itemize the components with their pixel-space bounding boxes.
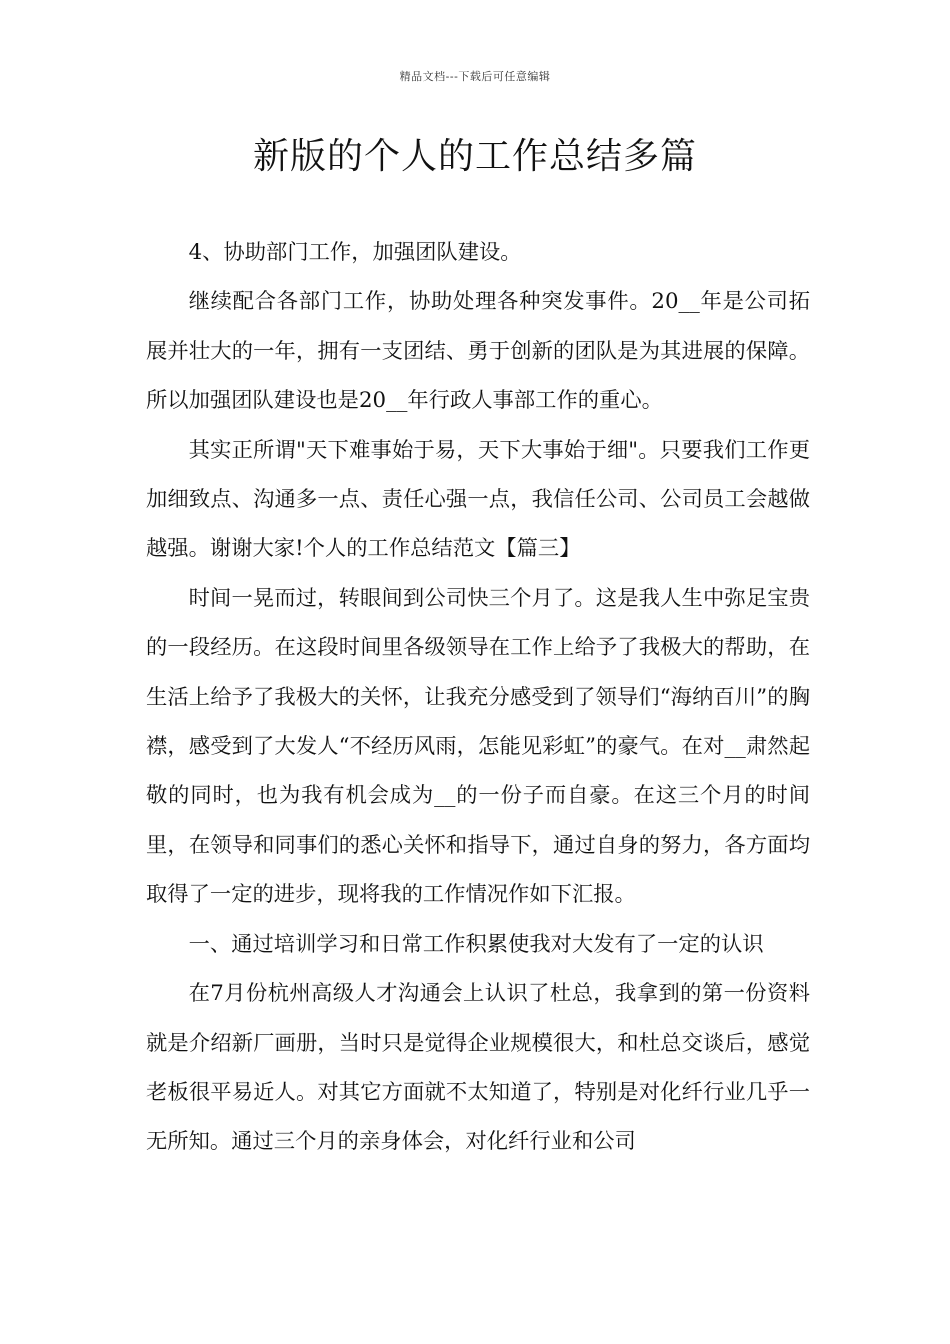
- document-body: [146, 228, 810, 1167]
- page-header-note: 精品文档---下载后可任意编辑: [399, 70, 551, 83]
- paragraph-hangzhou-meeting: 在7月份杭州高级人才沟通会上认识了杜总，我拿到的第一份资料就是介绍新厂画册，当时只是觉得企业规模很大，和杜总交谈后，感觉老板很平易近人。对其它方面就不太知道了，特别是对化纤行业几乎一无所知。通过三个月的亲身体会，对化纤行业和公司: [146, 981, 810, 1155]
- document-title: 新版的个人的工作总结多篇: [252, 136, 697, 177]
- paragraph-teamwork: 继续配合各部门工作，协助处理各种突发事件。20__年是公司拓展并壮大的一年，拥有一支团结、勇于创新的团队是为其进展的保障。所以加强团队建设也是20__年行政人事部工作的重心。: [146, 289, 810, 414]
- paragraph-three-months: 时间一晃而过，转眼间到公司快三个月了。这是我人生中弥足宝贵的一段经历。在这段时间里各级领导在工作上给予了我极大的帮助，在生活上给予了我极大的关怀，让我充分感受到了领导们“海纳百川”的胸襟，感受到了大发人“不经历风雨，怎能见彩虹”的豪气。在对__肃然起敬的同时，也为我有机会成为__的一份子而自豪。在这三个月的时间里，在领导和同事们的悉心关怀和指导下，通过自身的努力，各方面均取得了一定的进步，现将我的工作情况作如下汇报。: [146, 585, 810, 908]
- paragraph-section-4-heading: 4、协助部门工作，加强团队建设。: [188, 240, 522, 265]
- paragraph-section-1-heading: 一、通过培训学习和日常工作积累使我对大发有了一定的认识: [188, 931, 764, 957]
- paragraph-details: 其实正所谓"天下难事始于易，天下大事始于细"。只要我们工作更加细致点、沟通多一点、责任心强一点，我信任公司、公司员工会越做越强。谢谢大家!个人的工作总结范文【篇三】: [146, 437, 810, 562]
